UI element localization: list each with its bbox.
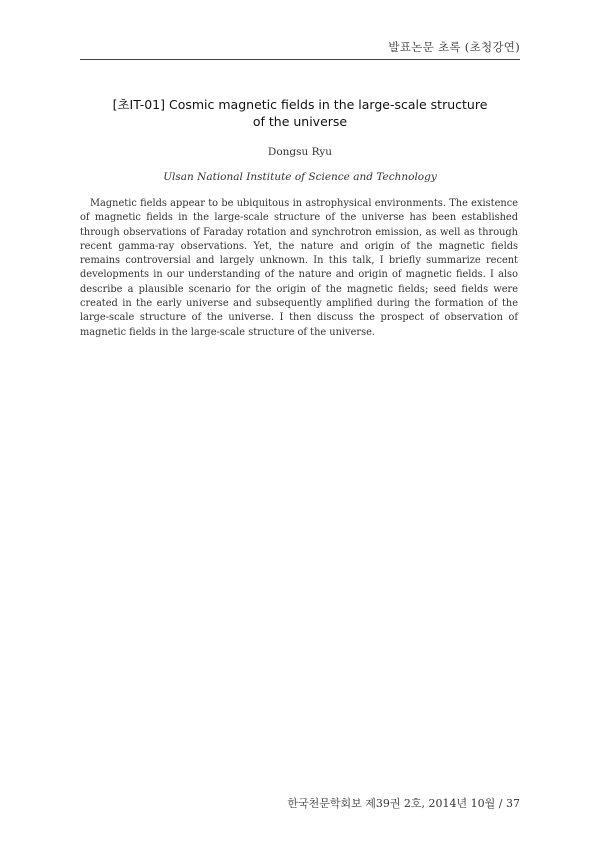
running-header: 발표논문 초록 (초청강연) (388, 40, 520, 54)
author-name: Dongsu Ryu (267, 146, 333, 158)
abstract-paragraph: Magnetic fields appear to be ubiquitous in astrophysical environments. The existence of magnetic fields in the large-scale structure of the universe has been established through observations of Faraday rotation and synchrotron emission, as well as through recent gamma-ray observations. Yet, the nature and origin of the magnetic fields remains controversial and largely unknown. In this talk, I briefly summarize recent developments in our understanding of the nature and origin of magnetic fields. I also describe a plausible scenario for the origin of the magnetic fields; seed fields were created in the early universe and subsequently amplified during the formation of the large-scale structure of the universe. I then discuss the prospect of observation of magnetic fields in the large-scale structure of the universe. (80, 198, 518, 338)
paper-title (80, 96, 520, 130)
paper-title-line-1: [초IT-01] Cosmic magnetic fields in the large-scale structure (112, 97, 488, 112)
page-footer: 한국천문학회보 제39권 2호, 2014년 10월 / 37 (287, 797, 520, 810)
paper-title-line-2: of the universe (252, 114, 348, 129)
header-divider (80, 59, 520, 60)
author-affiliation: Ulsan National Institute of Science and Technology (163, 171, 437, 183)
